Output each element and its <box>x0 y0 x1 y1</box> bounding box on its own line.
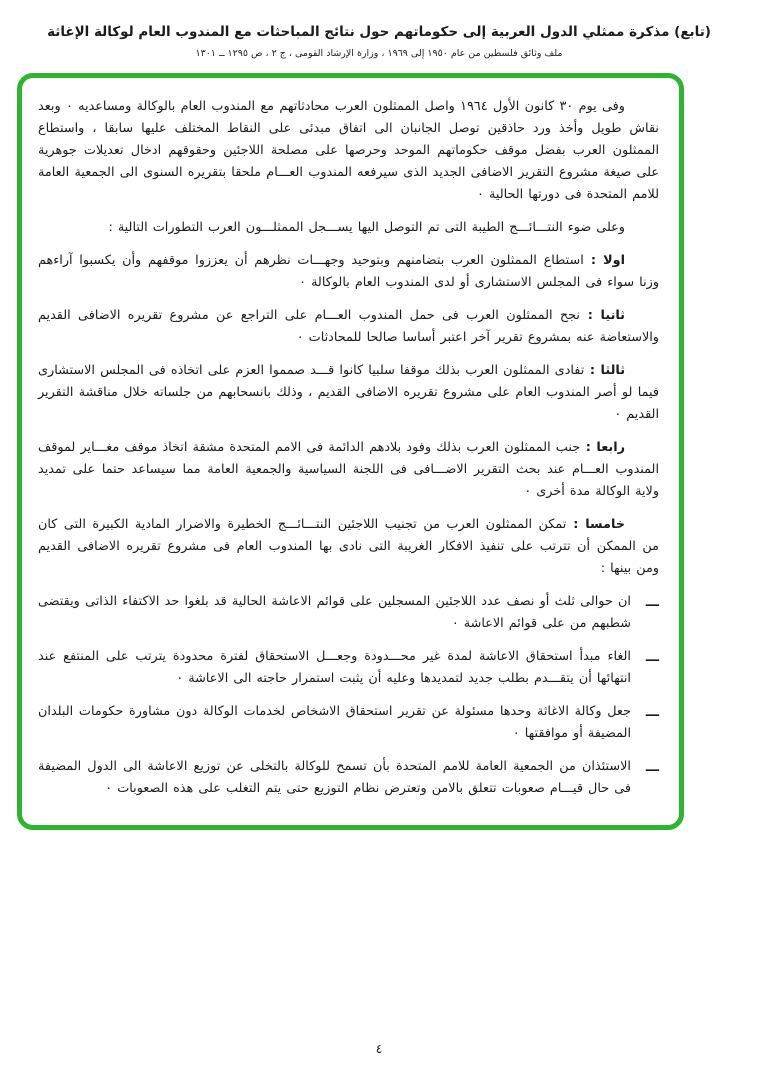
paragraph-fifthly <box>38 514 659 580</box>
paragraph-thirdly <box>38 360 659 426</box>
list-item-text: جعل وكالة الاغاثة وحدها مسئولة عن تقرير استحقاق الاشخاص لخدمات الوكالة دون مشاورة حكومات البلدان المضيفة أو موافقتها ٠ <box>38 703 631 741</box>
dash-marker: ـــ <box>645 649 659 665</box>
paragraph-fourthly <box>38 437 659 503</box>
paragraph-secondly-label: ثانيا : <box>579 307 625 323</box>
document-source-line: ملف وثائق فلسطين من عام ١٩٥٠ إلى ١٩٦٩ ، وزارة الإرشاد القومى ، ج ٢ ، ص ١٢٩٥ ــ ١٣٠١ <box>195 47 563 59</box>
list-item-text: ان حوالى ثلث أو نصف عدد اللاجئين المسجلين على قوائم الاعاشة الحالية قد بلغوا حد الاكتفاء الذاتى ويقتضى شطبهم من على قوائم الاعاشة ٠ <box>38 593 631 631</box>
paragraph-secondly-text: نجح الممثلون العرب فى حمل المندوب العـــام على التراجع عن مشروع تقريره الاضافى القديم والاستعاضة عنه بمشروع تقرير آخر اعتبر أساسا صالحا للمحادثات ٠ <box>38 307 659 345</box>
list-item <box>38 591 659 635</box>
paragraph-fourthly-text: جنب الممثلون العرب بذلك وفود بلادهم الدائمة فى الامم المتحدة مشقة اتخاذ موقف مغـــاير لموقف المندوب العـــام عند بحث التقرير الاضـــافى فى اللجنة السياسية والجمعية العامة مما سيساعد حتما على تمديد ولاية الوكالة مدة أخرى ٠ <box>38 439 659 499</box>
paragraph-results-lead: وعلى ضوء النتـــائـــج الطيبة التى تم التوصل اليها يســـجل الممثلـــون العرب التطورات التالية : <box>108 219 625 235</box>
document-header <box>0 0 758 59</box>
paragraph-firstly <box>38 250 659 294</box>
list-item-text: الغاء مبدأ استحقاق الاعاشة لمدة غير محـــدودة وجعـــل الاستحقاق لفترة محدودة يترتب على المنتفع عند انتهائها أن يتقـــدم بطلب جديد لتمديدها وعليه أن يثبت استمرار حاجته الى الاعاشة ٠ <box>38 648 631 686</box>
paragraph-thirdly-text: تفادى الممثلون العرب بذلك موقفا سلبيا كانوا قـــد صمموا العزم على اتخاذه فى المجلس الاستشارى فيما لو أصر المندوب العام على مشروع تقريره الاضافى القديم ، وذلك بانسحابهم من جلساته خلال مناقشة التقرير القديم ٠ <box>38 362 659 422</box>
dash-marker: ـــ <box>645 759 659 775</box>
dash-marker: ـــ <box>645 704 659 720</box>
paragraph-firstly-text: استطاع الممثلون العرب بتضامنهم وبتوحيد وجهـــات نظرهم أن يعززوا موقفهم وأن يكسبوا آراءهم وزنا سواء فى المجلس الاستشارى أو لدى المندوب العام بالوكالة ٠ <box>38 252 659 290</box>
highlight-frame <box>17 73 684 830</box>
list-item <box>38 701 659 745</box>
paragraph-fifthly-text: تمكن الممثلون العرب من تجنيب اللاجئين النتـــائـــج الخطيرة والاضرار المادية الكبيرة التى كان من الممكن أن تترتب على تنفيذ الافكار الغريبة التى نادى بها المندوب العام فى مشروع تقريره الاضافى القديم ومن بينها : <box>38 516 659 576</box>
paragraph-thirdly-label: ثالثا : <box>584 362 625 378</box>
document-title: (تابع) مذكرة ممثلي الدول العربية إلى حكوماتهم حول نتائج المباحثات مع المندوب العام لوكالة الإغاثة <box>47 24 711 40</box>
list-item-text: الاستئذان من الجمعية العامة للامم المتحدة بأن تسمح للوكالة بالتخلى عن توزيع الاعاشة الى الدول المضيفة فى حال قيـــام صعوبات تتعلق بالامن وتعترض نظام التوزيع حتى يتم التغلب على هذه الصعوبات ٠ <box>38 758 631 796</box>
paragraph-secondly <box>38 305 659 349</box>
page-number: ٤ <box>375 1042 383 1056</box>
paragraph-fourthly-label: رابعا : <box>580 439 625 455</box>
list-item <box>38 646 659 690</box>
list-item <box>38 756 659 800</box>
dash-marker: ـــ <box>645 594 659 610</box>
paragraph-intro: وفى يوم ٣٠ كانون الأول ١٩٦٤ واصل الممثلون العرب محادثاتهم مع المندوب العام بالوكالة ومساعديه ٠ وبعد نقاش طويل وأخذ ورد حاذقين توصل الجانبان الى اتفاق مبدئى على النقاط المختلف عليها سابقا ، واستطاع الممثلون العرب بفضل موقف حكوماتهم الموحد وحرصها على مصلحة اللاجئين وحقوقهم ادخال تعديلات جوهرية على صيغة مشروع التقرير الاضافى الجديد الذى سيرفعه المندوب العـــام ملحقا بتقريره السنوى الى الجمعية العامة للامم المتحدة فى دورتها الحالية ٠ <box>38 98 659 202</box>
paragraph-fifthly-label: خامسا : <box>566 516 625 532</box>
paragraph-firstly-label: اولا : <box>583 252 626 268</box>
